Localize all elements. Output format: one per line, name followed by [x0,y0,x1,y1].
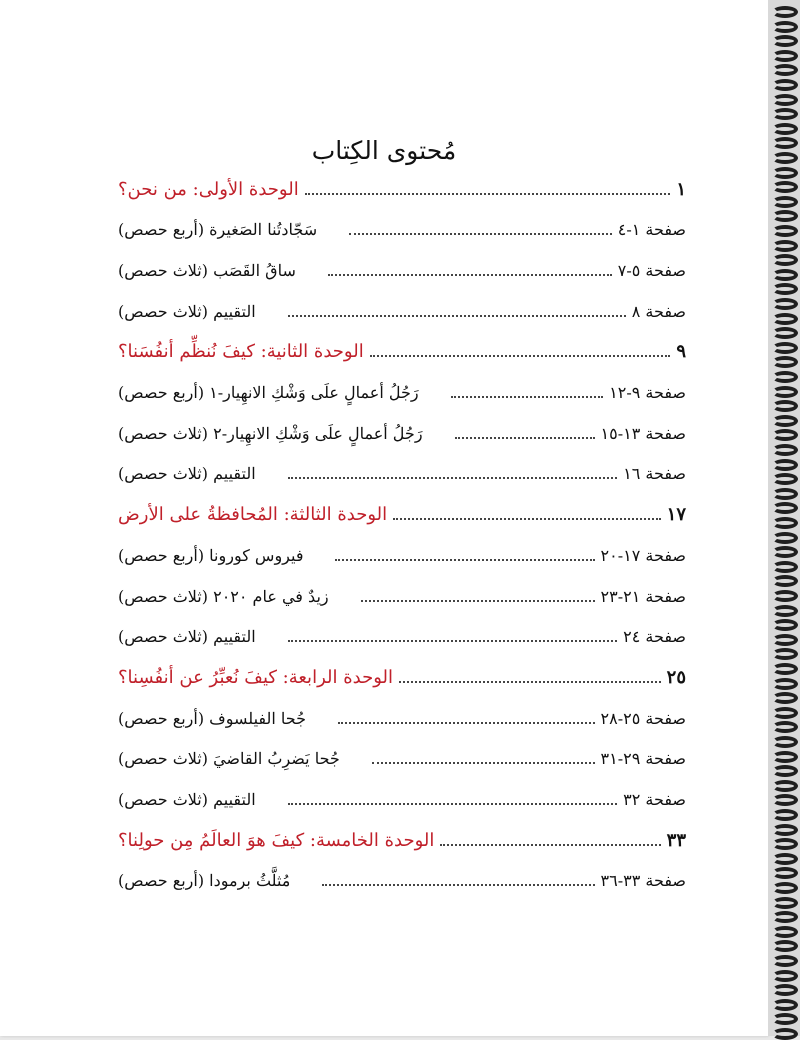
spiral-coil [772,663,798,675]
dot-leader [393,517,661,520]
spiral-coil [772,313,798,325]
dot-leader [305,192,671,195]
spiral-coil [772,736,798,748]
toc-row [118,742,686,776]
toc-entry-label: التقييم (ثلاث حصص) [118,464,256,484]
dot-leader [288,476,618,479]
toc-row [118,416,686,450]
toc-row [118,538,686,572]
spiral-coil [772,298,798,310]
spiral-binding [768,0,800,1036]
toc-entry-label: التقييم (ثلاث حصص) [118,627,256,647]
spiral-coil [772,780,798,792]
spiral-coil [772,79,798,91]
spiral-coil [772,955,798,967]
spiral-coil [772,824,798,836]
toc-row [118,783,686,817]
toc-entry-page: ٣٣ [666,829,686,851]
toc-entry-label: ساقُ القَصَب (ثلاث حصص) [118,260,296,280]
spiral-coil [772,386,798,398]
spiral-coil [772,371,798,383]
dot-leader [288,314,626,317]
dot-leader [328,273,612,276]
toc-entry-label: التقييم (ثلاث حصص) [118,301,256,321]
spiral-coil [772,488,798,500]
spiral-coil [772,327,798,339]
toc-entry-page: صفحة ٣٣-٣٦ [600,871,686,891]
spiral-coil [772,342,798,354]
spiral-coil [772,137,798,149]
toc-entry-label: الوحدة الخامسة: كيفَ هوَ العالَمُ مِن حولِنا؟ [118,829,435,851]
spiral-coil [772,984,798,996]
spiral-coil [772,6,798,18]
toc-entry-label: الوحدة الرابعة: كيفَ نُعبِّرُ عن أنفُسِنا؟ [118,666,394,688]
toc-entry-page: صفحة ٢٩-٣١ [600,749,686,769]
toc-row [118,213,686,247]
spiral-coil [772,254,798,266]
spiral-coil [772,575,798,587]
toc-row [118,294,686,328]
spiral-coil [772,196,798,208]
dot-leader [399,680,661,683]
spiral-coil [772,64,798,76]
toc-row [118,498,686,532]
spiral-coil [772,605,798,617]
spiral-coil [772,167,798,179]
spiral-coil [772,678,798,690]
spiral-coil [772,911,798,923]
spiral-coil [772,152,798,164]
toc-row [118,253,686,287]
toc-entry-label: سَجّادتُنا الصَغيرة (أربع حصص) [118,220,318,240]
toc-row [118,335,686,369]
spiral-coil [772,794,798,806]
toc-entry-label: جُحا الفيلسوف (أربع حصص) [118,708,307,728]
dot-leader [455,436,595,439]
dot-leader [440,843,660,846]
spiral-coil [772,459,798,471]
dot-leader [322,883,594,886]
spiral-coil [772,356,798,368]
spiral-coil [772,970,798,982]
spiral-coil [772,590,798,602]
spiral-coil [772,809,798,821]
toc-entry-label: رَجُلُ أعمالٍ علَى وَشْكِ الانهِيار-٢ (ثلاث حصص) [118,423,423,443]
spiral-coil [772,926,798,938]
spiral-coil [772,546,798,558]
spiral-coil [772,940,798,952]
dot-leader [370,354,671,357]
spiral-coil [772,853,798,865]
spiral-coil [772,707,798,719]
spiral-coil [772,35,798,47]
spiral-coil [772,210,798,222]
toc-entry-label: فيروس كورونا (أربع حصص) [118,545,304,565]
toc-row [118,864,686,898]
toc-entry-page: صفحة ٢١-٢٣ [600,586,686,606]
spiral-coil [772,283,798,295]
toc-entry-label: جُحا يَضرِبُ القاضيَ (ثلاث حصص) [118,749,340,769]
spiral-coil [772,897,798,909]
toc-row [118,579,686,613]
spiral-coil [772,21,798,33]
toc-entry-page: صفحة ١٧-٢٠ [600,545,686,565]
page-title: مُحتوى الكِتاب [311,136,457,165]
toc-entry-page: صفحة ١٦ [623,464,686,484]
toc-row [118,457,686,491]
toc-entry-label: التقييم (ثلاث حصص) [118,790,256,809]
toc-entry-label: الوحدة الأولى: من نحن؟ [118,178,299,200]
dot-leader [451,395,604,398]
toc-row [118,823,686,857]
toc-entry-page: صفحة ٣٢ [623,790,686,809]
spiral-coil [772,692,798,704]
spiral-coil [772,999,798,1011]
spiral-coil [772,721,798,733]
spiral-coil [772,181,798,193]
toc-row [118,620,686,654]
spiral-coil [772,619,798,631]
toc-entry-label: الوحدة الثانية: كيفَ نُنظِّم أنفُسَنا؟ [118,341,364,363]
spiral-coil [772,108,798,120]
toc-entry-page: ١ [676,178,686,200]
spiral-coil [772,473,798,485]
spiral-coil [772,1028,798,1040]
toc-entry-label: زيدٌ في عام ٢٠٢٠ (ثلاث حصص) [118,586,329,606]
spiral-coil [772,867,798,879]
toc-entry-label: الوحدة الثالثة: المُحافظةُ على الأرض [118,504,388,526]
toc-entry-page: ٩ [676,341,686,363]
spiral-coil [772,882,798,894]
spiral-coil [772,50,798,62]
toc-row [118,376,686,410]
toc-entry-page: صفحة ١٣-١٥ [600,423,686,443]
spiral-coil [772,532,798,544]
spiral-coil [772,269,798,281]
spiral-coil [772,561,798,573]
toc-entry-page: صفحة ٨ [631,301,686,321]
toc-entry-page: صفحة ٢٥-٢٨ [600,708,686,728]
toc-entry-page: صفحة ١-٤ [617,220,686,240]
dot-leader [288,639,618,642]
spiral-coil [772,415,798,427]
spiral-coil [772,429,798,441]
toc-row [118,172,686,206]
spiral-coil [772,444,798,456]
dot-leader [372,761,595,764]
spiral-coil [772,765,798,777]
toc-entry-page: صفحة ٩-١٢ [609,383,686,402]
spiral-coil [772,94,798,106]
toc-entry-page: ٢٥ [666,666,686,688]
toc-row [118,660,686,694]
spiral-coil [772,1013,798,1025]
spiral-coil [772,517,798,529]
toc-entry-page: صفحة ٢٤ [623,627,686,647]
dot-leader [335,558,594,561]
spiral-coil [772,838,798,850]
spiral-coil [772,225,798,237]
dot-leader [349,232,612,235]
spiral-coil [772,648,798,660]
spiral-coil [772,400,798,412]
spiral-coil [772,751,798,763]
toc-entry-page: ١٧ [666,504,686,526]
spiral-coil [772,240,798,252]
spiral-coil [772,634,798,646]
toc-entry-label: رَجُلُ أعمالٍ علَى وَشْكِ الانهِيار-١ (أربع حصص) [118,383,419,402]
toc-row [118,701,686,735]
dot-leader [288,802,618,805]
toc-entry-page: صفحة ٥-٧ [617,260,686,280]
spiral-coil [772,123,798,135]
dot-leader [338,721,595,724]
toc-entry-label: مُثلَّثُ برمودا (أربع حصص) [118,871,291,891]
spiral-coil [772,502,798,514]
dot-leader [361,599,595,602]
